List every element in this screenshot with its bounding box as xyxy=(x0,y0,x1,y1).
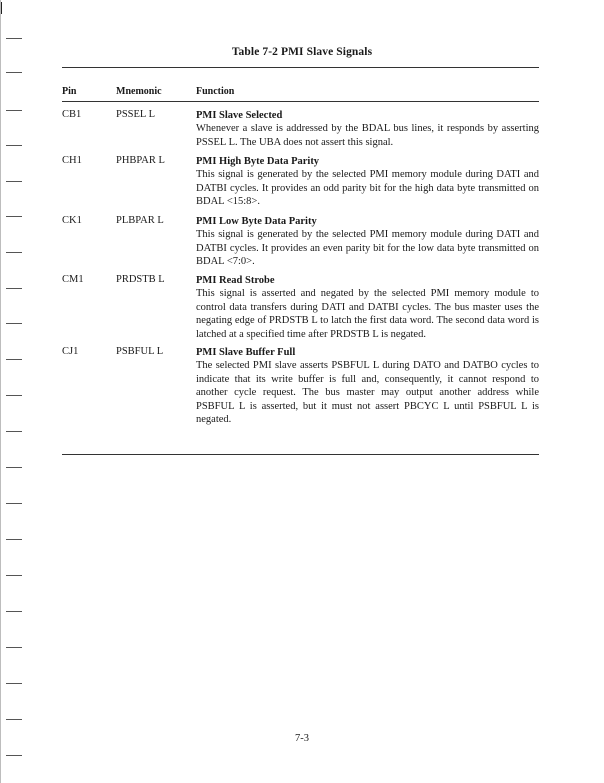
function-description: The selected PMI slave asserts PSBFUL L during DATO and DATBO cycles to indicate that its write buffer is full and, consequently, it cannot respond to another cycle request. The bus master may output another address while PSBFUL L is asserted, but it must not assert PBCYC L until PSBFUL L is negated. xyxy=(196,360,539,425)
binder-tick xyxy=(6,38,22,39)
binder-tick xyxy=(6,431,22,432)
row-pin: CK1 xyxy=(62,215,82,226)
binder-tick xyxy=(6,145,22,146)
table-bottom-rule xyxy=(62,454,539,455)
binder-tick xyxy=(6,395,22,396)
binder-tick xyxy=(6,181,22,182)
binder-tick xyxy=(6,503,22,504)
row-function xyxy=(196,155,539,209)
row-function xyxy=(196,215,539,269)
row-mnemonic: PLBPAR L xyxy=(116,215,164,226)
binder-tick xyxy=(6,719,22,720)
binder-tick xyxy=(6,539,22,540)
binder-tick xyxy=(6,575,22,576)
row-mnemonic: PRDSTB L xyxy=(116,274,165,285)
binder-tick xyxy=(6,252,22,253)
binder-tick xyxy=(6,683,22,684)
header-function: Function xyxy=(196,86,235,97)
table-title: Table 7-2 PMI Slave Signals xyxy=(231,46,373,58)
row-mnemonic: PHBPAR L xyxy=(116,155,165,166)
function-description: This signal is generated by the selected PMI memory module during DATI and DATBI cycles. It provides an even parity bit for the low data byte transmitted on BDAL <7:0>. xyxy=(196,229,539,267)
function-name: PMI Low Byte Data Parity xyxy=(196,216,317,227)
row-mnemonic: PSBFUL L xyxy=(116,346,164,357)
binder-tick xyxy=(6,611,22,612)
row-mnemonic: PSSEL L xyxy=(116,109,155,120)
row-pin: CB1 xyxy=(62,109,82,120)
page-number: 7-3 xyxy=(295,733,309,744)
binder-tick xyxy=(6,359,22,360)
row-function xyxy=(196,346,539,427)
binder-tick xyxy=(6,755,22,756)
row-pin: CJ1 xyxy=(62,346,79,357)
function-description: This signal is asserted and negated by the selected PMI memory module to control data transfers during DATI and DATBI cycles. The bus master uses the negating edge of PRDSTB L to latch the first data word. The second data word is latched at a specified time after PRDSTB L is negated. xyxy=(196,288,539,340)
function-name: PMI Slave Selected xyxy=(196,110,283,121)
row-function xyxy=(196,274,539,341)
row-pin: CM1 xyxy=(62,274,84,285)
binder-tick xyxy=(6,288,22,289)
row-pin: CH1 xyxy=(62,155,82,166)
binder-mark xyxy=(1,2,2,14)
function-description: This signal is generated by the selected PMI memory module during DATI and DATBI cycles. It provides an odd parity bit for the high data byte transmitted on BDAL <15:8>. xyxy=(196,169,539,207)
function-name: PMI Read Strobe xyxy=(196,275,275,286)
row-function xyxy=(196,109,539,149)
function-name: PMI Slave Buffer Full xyxy=(196,347,296,358)
function-name: PMI High Byte Data Parity xyxy=(196,156,320,167)
function-description: Whenever a slave is addressed by the BDAL bus lines, it responds by asserting PSSEL L. The UBA does not assert this signal. xyxy=(196,123,539,148)
binder-edge xyxy=(0,0,1,783)
binder-tick xyxy=(6,110,22,111)
binder-tick xyxy=(6,647,22,648)
binder-tick xyxy=(6,467,22,468)
header-pin: Pin xyxy=(62,86,77,97)
header-bottom-rule xyxy=(62,101,539,102)
binder-tick xyxy=(6,72,22,73)
binder-tick xyxy=(6,323,22,324)
table-top-rule xyxy=(62,67,539,68)
binder-tick xyxy=(6,216,22,217)
header-mnemonic: Mnemonic xyxy=(116,86,162,97)
